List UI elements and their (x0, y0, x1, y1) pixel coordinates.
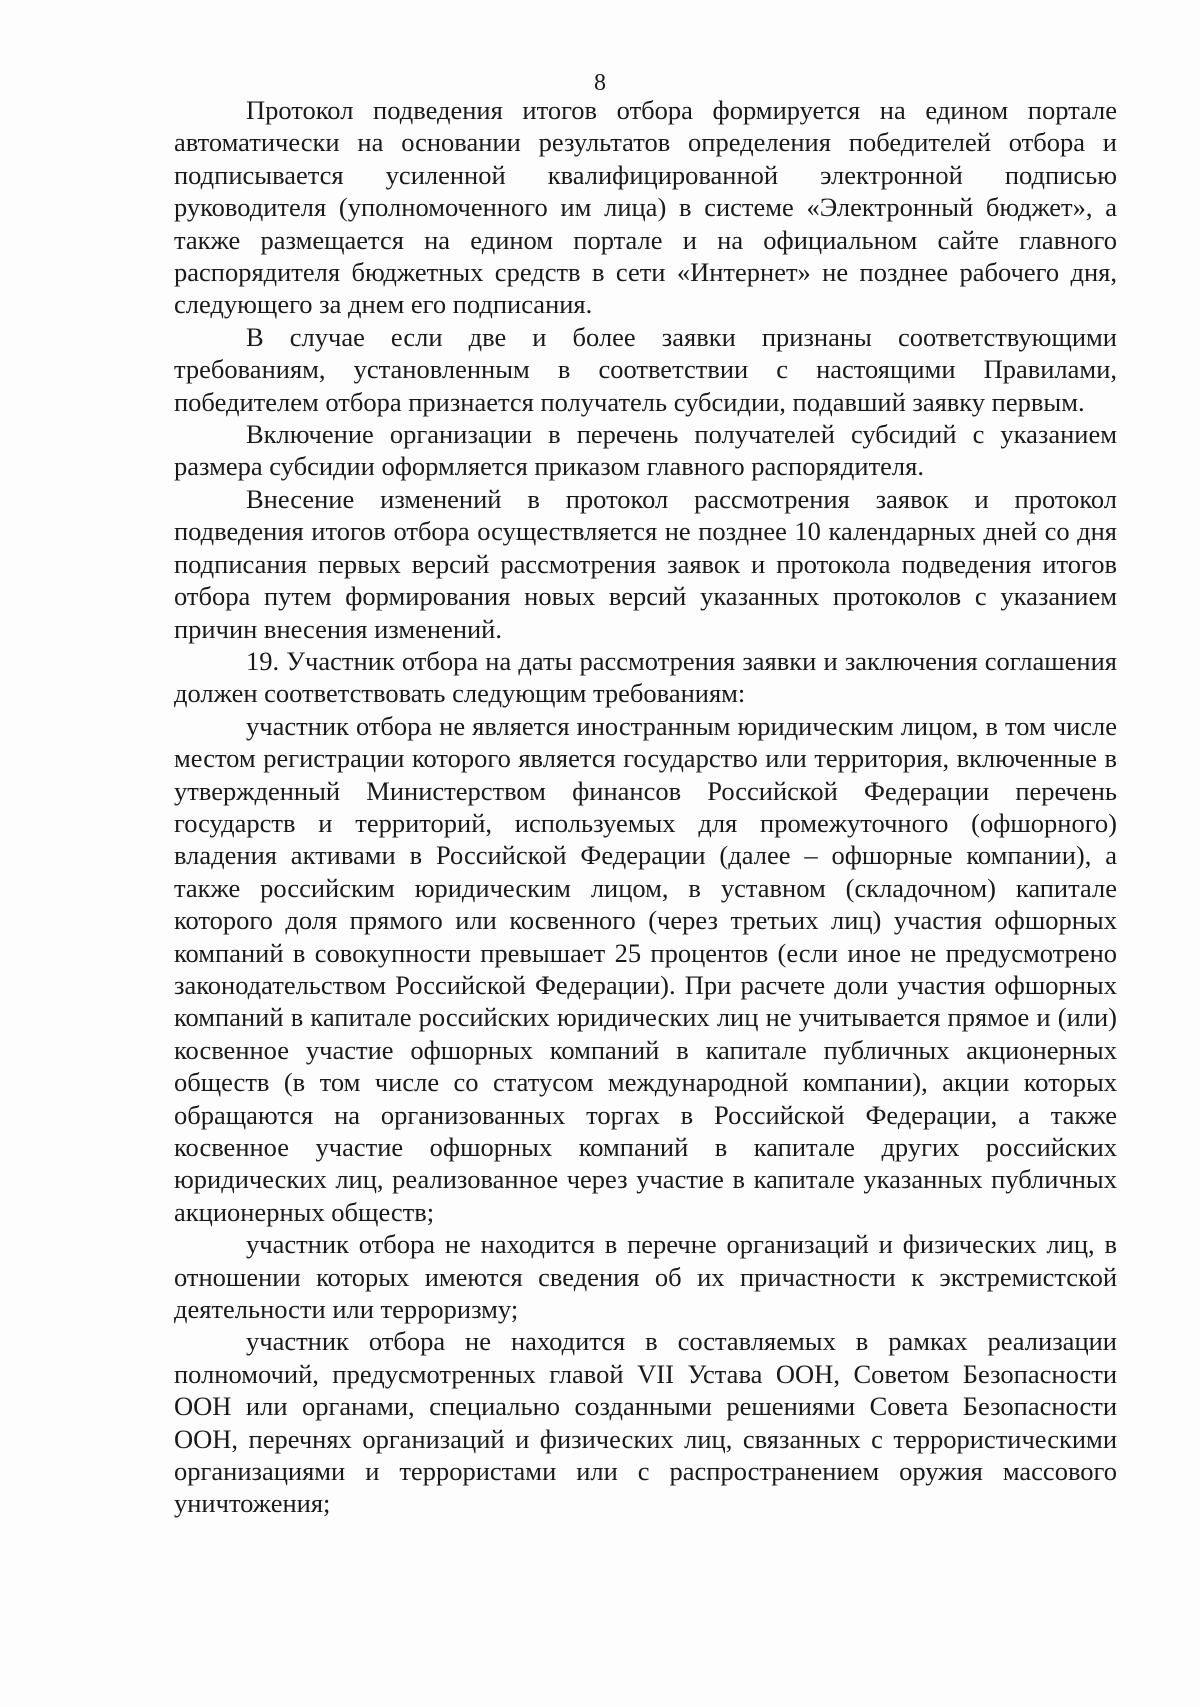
paragraph-two-applications: В случае если две и более заявки признаны соответствующими требованиям, установленным в соответствии с настоящими Правилами, победителем отбора признается получатель субсидии, подавший заявку первым. (174, 321, 1117, 417)
paragraph-protocol-changes: Внесение изменений в протокол рассмотрения заявок и протокол подведения итогов отбора осуществляется не позднее 10 календарных дней со дня подписания первых версий рассмотрения заявок и протокола подведения итогов отбора путем формирования новых версий указанных протоколов с указанием причин внесения изменений. (174, 483, 1117, 644)
paragraph-inclusion-order: Включение организации в перечень получателей субсидий с указанием размера субсидии оформляется приказом главного распорядителя. (174, 419, 1117, 482)
paragraph-un-sanctions-requirement: участник отбора не находится в составляемых в рамках реализации полномочий, предусмотренных главой VII Устава ООН, Советом Безопасности ООН или органами, специально созданными решениями Совета Безопасности ООН, перечнях организаций и физических лиц, связанных с террористическими организациями и террористами или с распространением оружия массового уничтожения; (174, 1326, 1117, 1519)
paragraph-item-19: 19. Участник отбора на даты рассмотрения заявки и заключения соглашения должен соответствовать следующим требованиям: (174, 645, 1117, 709)
page-number: 8 (594, 70, 606, 96)
paragraph-offshore-requirement: участник отбора не является иностранным юридическим лицом, в том числе местом регистрации которого является государство или территория, включенные в утвержденный Министерством финансов Российской Федерации перечень государств и территорий, используемых для промежуточного (офшорного) владения активами в Российской Федерации (далее – офшорные компании), а также российским юридическим лицом, в уставном (складочном) капитале которого доля прямого или косвенного (через третьих лиц) участия офшорных компаний в совокупности превышает 25 процентов (если иное не предусмотрено законодательством Российской Федерации). При расчете доли участия офшорных компаний в капитале российских юридических лиц не учитывается прямое и (или) косвенное участие офшорных компаний в капитале публичных акционерных обществ (в том числе со статусом международной компании), акции которых обращаются на организованных торгах в Российской Федерации, а также косвенное участие офшорных компаний в капитале других российских юридических лиц, реализованное через участие в капитале указанных публичных акционерных обществ; (174, 710, 1117, 1227)
paragraph-extremism-requirement: участник отбора не находится в перечне организаций и физических лиц, в отношении которых имеются сведения об их причастности к экстремистской деятельности или терроризму; (174, 1229, 1117, 1325)
document-body (174, 94, 1117, 1520)
paragraph-protocol-results: Протокол подведения итогов отбора формируется на едином портале автоматически на основании результатов определения победителей отбора и подписывается усиленной квалифицированной электронной подписью руководителя (уполномоченного им лица) в системе «Электронный бюджет», а также размещается на едином портале и на официальном сайте главного распорядителя бюджетных средств в сети «Интернет» не позднее рабочего дня, следующего за днем его подписания. (174, 95, 1117, 320)
